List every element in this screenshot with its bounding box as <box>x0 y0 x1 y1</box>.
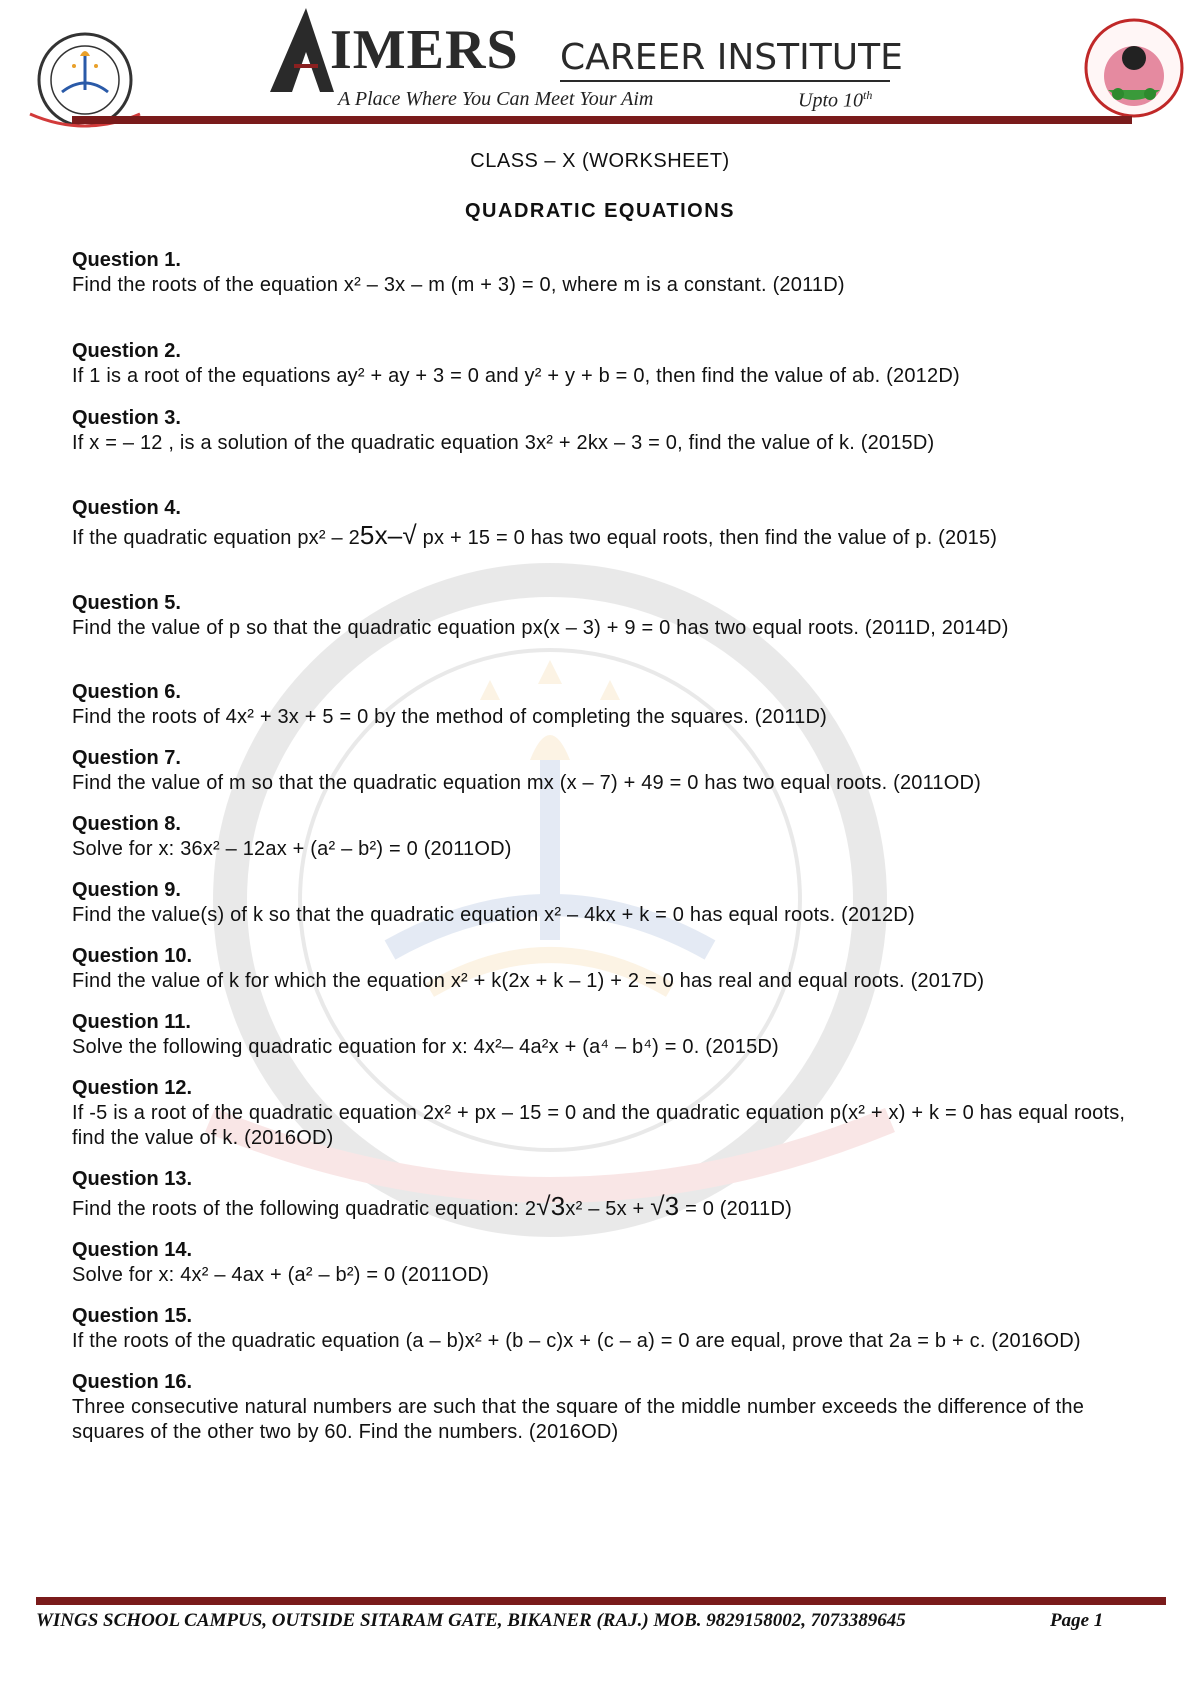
question-text: Find the value of m so that the quadratic equation mx (x – 7) + 49 = 0 has two equal roots. (2011OD) <box>72 772 982 794</box>
question-list <box>72 248 1132 1445</box>
question-11 <box>72 1010 1132 1060</box>
question-label: Question 2. <box>72 340 181 362</box>
question-label: Question 11. <box>72 1011 191 1033</box>
footer-address: WINGS SCHOOL CAMPUS, OUTSIDE SITARAM GATE, BIKANER (RAJ.) MOB. 9829158002, 7073389645 <box>36 1610 906 1631</box>
question-text-part: If the quadratic equation px² – 2 <box>72 527 360 549</box>
worksheet-topic: QUADRATIC EQUATIONS <box>465 200 735 222</box>
question-10 <box>72 944 1132 994</box>
question-12 <box>72 1076 1132 1151</box>
question-15 <box>72 1304 1132 1354</box>
question-9 <box>72 878 1132 928</box>
question-1 <box>72 248 1132 298</box>
question-text: Solve the following quadratic equation for x: 4x²– 4a²x + (a⁴ – b⁴) = 0. (2015D) <box>72 1036 779 1058</box>
question-text: Find the roots of 4x² + 3x + 5 = 0 by the method of completing the squares. (2011D) <box>72 706 827 728</box>
question-label: Question 3. <box>72 407 181 429</box>
question-text: Solve for x: 4x² – 4ax + (a² – b²) = 0 (2011OD) <box>72 1264 489 1286</box>
question-label: Question 1. <box>72 249 181 271</box>
question-label: Question 15. <box>72 1305 193 1327</box>
question-label: Question 14. <box>72 1239 193 1261</box>
page-number: Page 1 <box>1050 1610 1104 1631</box>
question-label: Question 5. <box>72 592 181 614</box>
question-6 <box>72 680 1132 730</box>
question-text <box>72 520 1132 551</box>
question-text: Three consecutive natural numbers are such that the square of the middle number exceeds the difference of the squares of the other two by 60. Find the numbers. (2016OD) <box>72 1396 1085 1443</box>
question-text-part: px + 15 = 0 has two equal roots, then find the value of p. (2015) <box>416 527 998 549</box>
question-16 <box>72 1370 1132 1445</box>
question-text-part: Find the roots of the following quadratic equation: 2 <box>72 1198 537 1220</box>
brand-name: IMERS <box>330 19 519 81</box>
page-header <box>0 0 1200 140</box>
question-13 <box>72 1167 1132 1222</box>
question-text: If -5 is a root of the quadratic equation 2x² + px – 15 = 0 and the quadratic equation p(x² + x) + k = 0 has equal roots, find the value of k. (2016OD) <box>72 1102 1126 1149</box>
question-label: Question 8. <box>72 813 181 835</box>
upto-text: Upto 10 <box>798 89 863 112</box>
class-title: CLASS – X (WORKSHEET) <box>470 150 730 172</box>
question-math-part: 5x–√ <box>359 520 417 550</box>
question-text-part: x² – 5x + <box>565 1198 651 1220</box>
brand-underline <box>560 80 890 82</box>
question-math-part: √3 <box>536 1191 566 1221</box>
question-text: If the roots of the quadratic equation (a – b)x² + (b – c)x + (c – a) = 0 are equal, prove that 2a = b + c. (2016OD) <box>72 1330 1081 1352</box>
question-text: Find the value of k for which the equation x² + k(2x + k – 1) + 2 = 0 has real and equal roots. (2017D) <box>72 970 985 992</box>
question-text-part: = 0 (2011D) <box>679 1198 792 1220</box>
question-text <box>72 1191 1132 1222</box>
question-text: Find the roots of the equation x² – 3x – m (m + 3) = 0, where m is a constant. (2011D) <box>72 274 845 296</box>
question-text: Find the value of p so that the quadratic equation px(x – 3) + 9 = 0 has two equal roots. (2011D, 2014D) <box>72 617 1009 639</box>
question-text: Solve for x: 36x² – 12ax + (a² – b²) = 0 (2011OD) <box>72 838 512 860</box>
school-emblem-logo <box>1078 18 1190 118</box>
question-14 <box>72 1238 1132 1288</box>
question-label: Question 16. <box>72 1371 193 1393</box>
question-3 <box>72 406 1132 456</box>
question-math-part: √3 <box>650 1191 680 1221</box>
question-label: Question 13. <box>72 1168 193 1190</box>
question-label: Question 9. <box>72 879 181 901</box>
question-8 <box>72 812 1132 862</box>
brand-subtitle: CAREER INSTITUTE <box>560 37 903 78</box>
question-label: Question 6. <box>72 681 181 703</box>
question-2 <box>72 339 1132 389</box>
question-text: Find the value(s) of k so that the quadratic equation x² – 4kx + k = 0 has equal roots. (2012D) <box>72 904 915 926</box>
header-divider <box>72 116 1132 124</box>
upto-label <box>798 88 872 113</box>
question-text: If 1 is a root of the equations ay² + ay + 3 = 0 and y² + y + b = 0, then find the value of ab. (2012D) <box>72 365 960 387</box>
question-label: Question 12. <box>72 1077 193 1099</box>
question-7 <box>72 746 1132 796</box>
question-label: Question 7. <box>72 747 181 769</box>
question-label: Question 4. <box>72 497 181 519</box>
footer-divider <box>36 1597 1166 1605</box>
upto-sup: th <box>863 88 873 102</box>
question-text: If x = – 12 , is a solution of the quadratic equation 3x² + 2kx – 3 = 0, find the value of k. (2015D) <box>72 432 935 454</box>
question-label: Question 10. <box>72 945 193 967</box>
aimers-a-mark <box>268 6 338 94</box>
question-4 <box>72 496 1132 551</box>
question-5 <box>72 591 1132 641</box>
brand-tagline: A Place Where You Can Meet Your Aim <box>338 88 654 110</box>
